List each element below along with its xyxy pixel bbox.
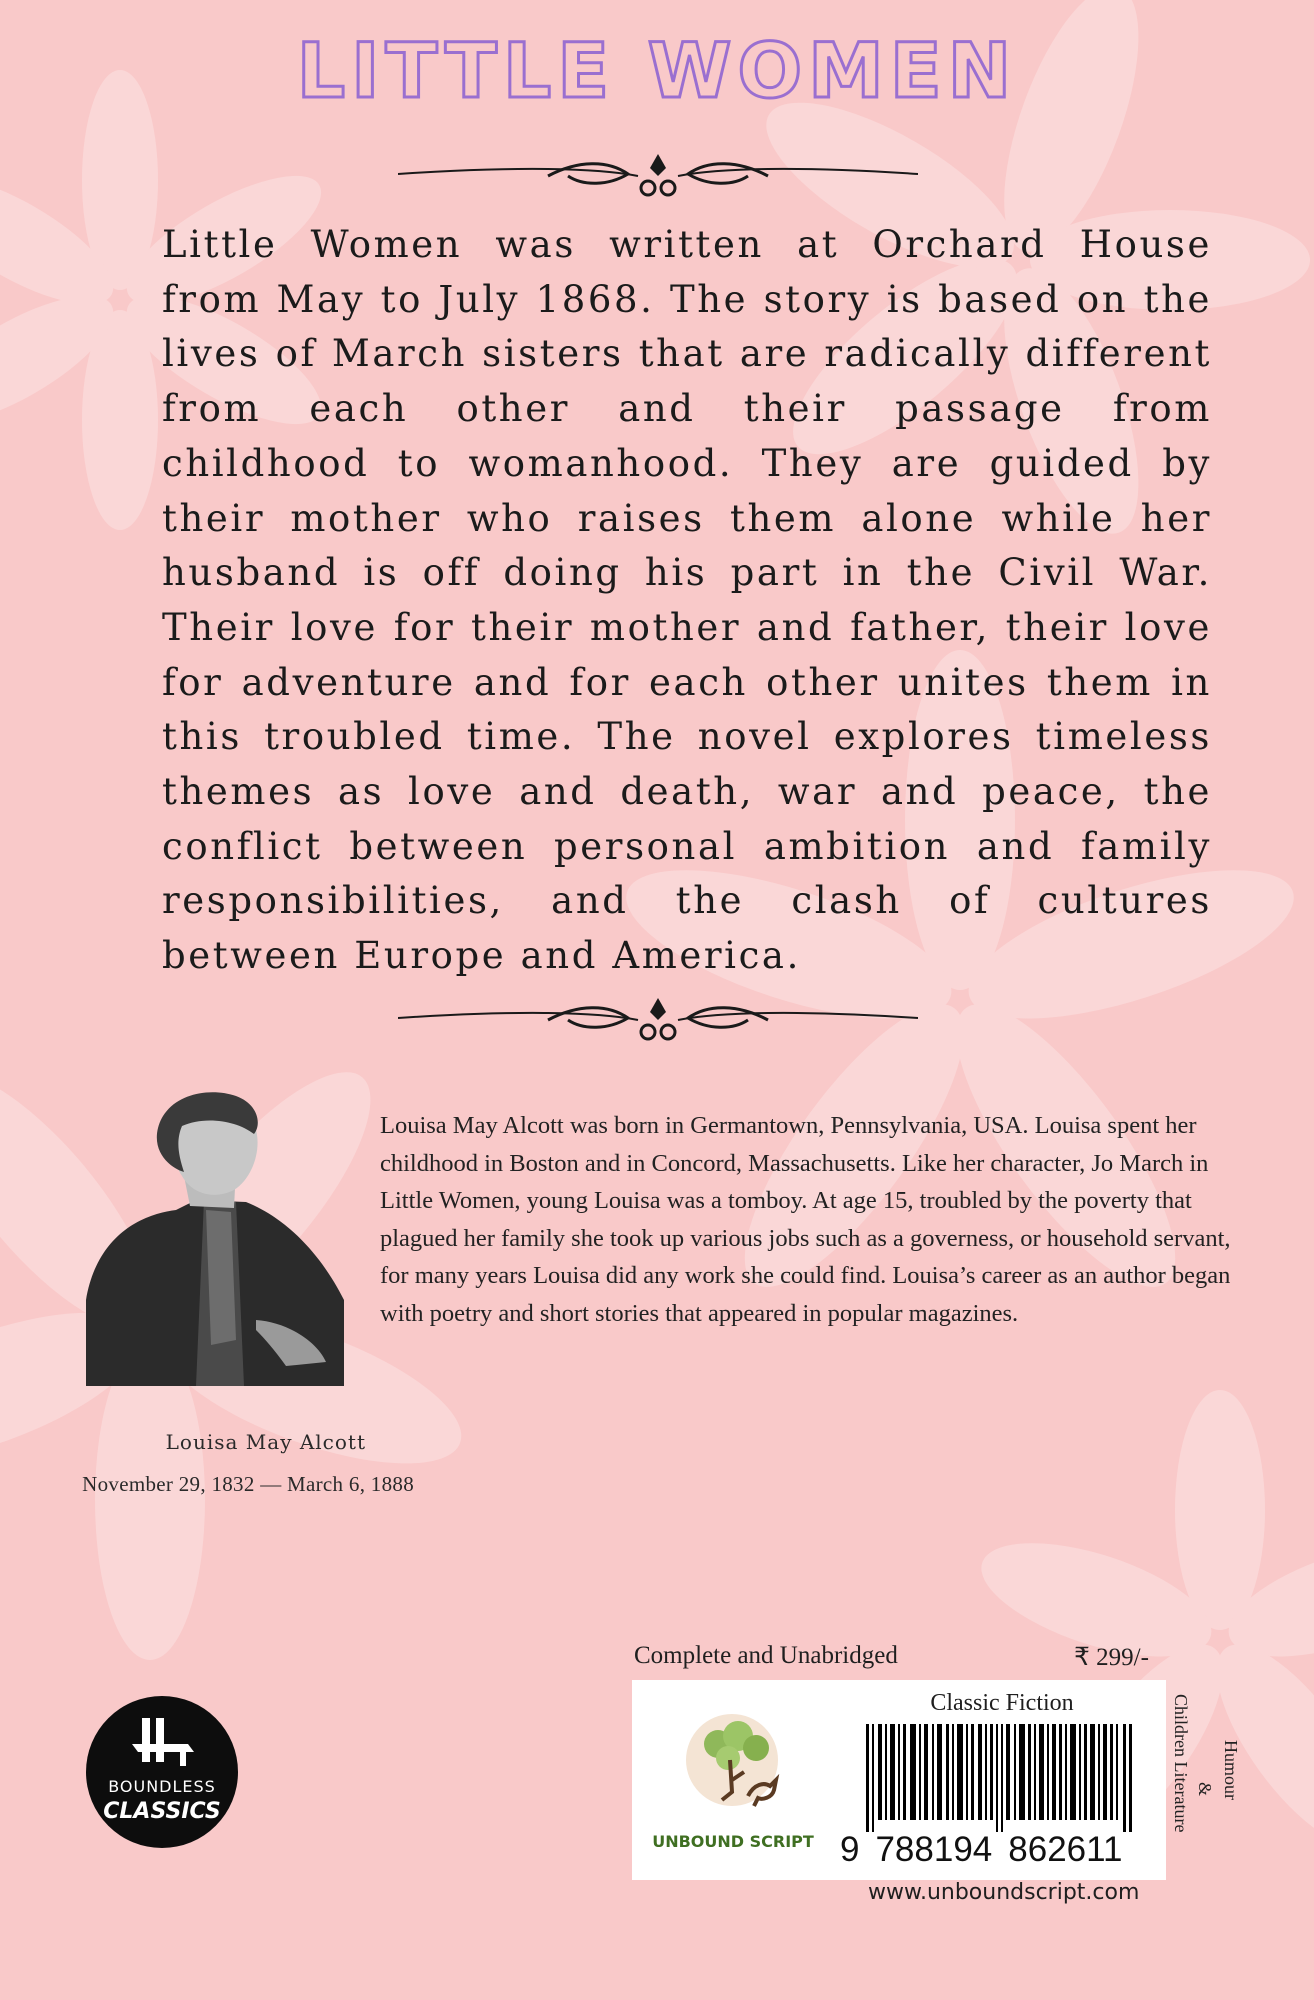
barcode-panel	[632, 1680, 1166, 1880]
isbn-part: 862611	[1008, 1830, 1123, 1869]
series-logo-line1: BOUNDLESS	[108, 1777, 216, 1796]
series-logo-line2: CLASSICS	[103, 1799, 221, 1824]
isbn-part: 788194	[875, 1830, 993, 1869]
author-name: Louisa May Alcott	[165, 1430, 366, 1454]
tree-horse-icon	[662, 1714, 802, 1814]
category-line: &	[1195, 1782, 1215, 1797]
price-label: ₹ 299/-	[1074, 1644, 1149, 1671]
genre-label: Classic Fiction	[930, 1690, 1074, 1716]
flourish-divider-bottom	[398, 990, 918, 1050]
barcode	[866, 1724, 1134, 1832]
author-dates: November 29, 1832 — March 6, 1888	[82, 1472, 414, 1496]
isbn-part: 9	[840, 1830, 860, 1869]
book-title: LITTLE WOMEN	[296, 26, 1018, 115]
author-bio: Louisa May Alcott was born in Germantown, Pennsylvania, USA. Louisa spent her childhood in Boston and in Concord, Massachusetts. Like her character, Jo March in Little Women, young Louisa was a tomboy. At age 15, troubled by the poverty that plagued her family she took up various jobs such as a governess, or household servant, for many years Louisa did any work she could find. Louisa’s career as an author began with poetry and short stories that appeared in popular magazines.	[380, 1112, 1231, 1327]
category-label	[1170, 1694, 1240, 1874]
synopsis-text: Little Women was written at Orchard House from May to July 1868. The story is based on the lives of March sisters that are radically different from each other and their passage from childhood to womanhood. They are guided by their mother who raises them alone while her husband is off doing his part in the Civil War. Their love for their mother and father, their love for adventure and for each other unites them in this troubled time. The novel explores timeless themes as love and death, war and peace, the conflict between personal ambition and family responsibilities, and the clash of cultures between Europe and America.	[162, 223, 1212, 978]
category-line: Humour	[1221, 1740, 1241, 1800]
edition-label: Complete and Unabridged	[634, 1642, 898, 1669]
flourish-divider-top	[398, 146, 918, 206]
publisher-website[interactable]: www.unboundscript.com	[868, 1880, 1140, 1905]
category-line: Children Literature	[1171, 1694, 1191, 1833]
boundless-classics-logo	[84, 1694, 240, 1850]
isbn-number	[840, 1830, 1160, 1870]
author-portrait	[86, 1090, 344, 1386]
publisher-name: UNBOUND SCRIPT	[652, 1832, 814, 1851]
